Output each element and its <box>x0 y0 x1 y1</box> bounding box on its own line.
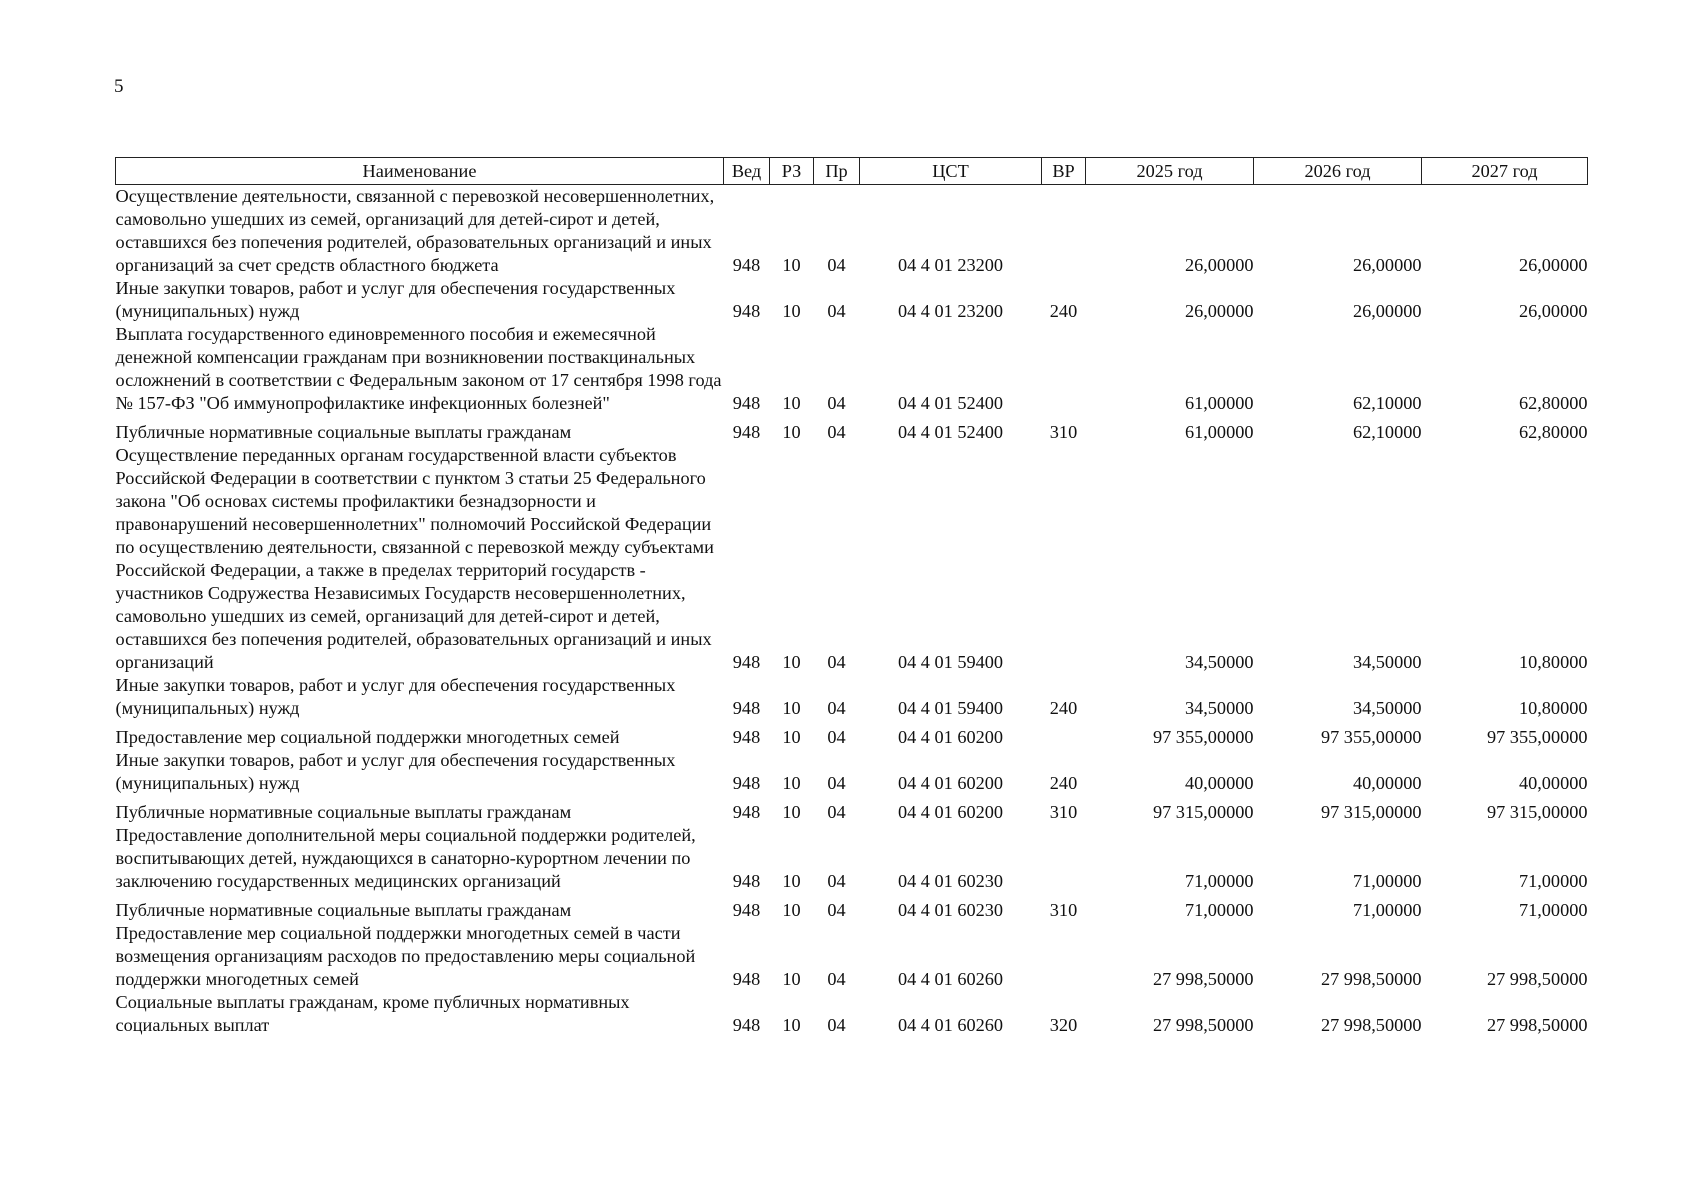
cell-cst: 04 4 01 60230 <box>897 871 1004 891</box>
cell-2027: 26,00000 <box>1518 255 1588 275</box>
cell-2025: 97 355,00000 <box>1152 727 1254 747</box>
cell-rz: 10 <box>782 255 801 275</box>
header-2027: 2027 год <box>1422 158 1588 185</box>
cell-2027: 71,00000 <box>1518 900 1588 920</box>
cell-ved: 948 <box>732 871 761 891</box>
cell-cst: 04 4 01 60230 <box>897 900 1004 920</box>
cell-name: Публичные нормативные социальные выплаты гражданам <box>115 802 572 822</box>
cell-2026: 71,00000 <box>1352 900 1422 920</box>
cell-name: Осуществление переданных органам государственной власти субъектов Российской Федерации в соответствии с пунктом 3 статьи 25 Федерального закона "Об основах системы профилактики безнадзорности и правонарушений несовершеннолетних" полномочий Российской Федерации по осуществлению деятельности, связанной с перевозкой между субъектами Российской Федерации, а также в пределах территорий государств - участников Содружества Независимых Государств несовершеннолетних, самовольно ушедших из семей, организаций для детей-сирот и детей, оставшихся без попечения родителей, образовательных организаций и иных организаций <box>115 445 714 672</box>
cell-cst: 04 4 01 60260 <box>897 969 1004 989</box>
cell-name: Иные закупки товаров, работ и услуг для обеспечения государственных (муниципальных) нужд <box>115 750 676 793</box>
cell-pr: 04 <box>827 802 846 822</box>
header-ved: Вед <box>724 158 770 185</box>
cell-name: Предоставление мер социальной поддержки многодетных семей <box>115 727 620 747</box>
cell-2025: 61,00000 <box>1184 393 1254 413</box>
cell-pr: 04 <box>827 393 846 413</box>
cell-rz: 10 <box>782 301 801 321</box>
cell-pr: 04 <box>827 871 846 891</box>
page-number: 5 <box>114 76 124 97</box>
cell-2027: 10,80000 <box>1518 652 1588 672</box>
cell-vr <box>1042 824 1086 893</box>
cell-name: Публичные нормативные социальные выплаты гражданам <box>115 900 572 920</box>
cell-2027: 62,80000 <box>1518 422 1588 442</box>
cell-2025: 61,00000 <box>1184 422 1254 442</box>
cell-pr: 04 <box>827 698 846 718</box>
cell-vr: 240 <box>1049 773 1078 793</box>
cell-cst: 04 4 01 60200 <box>897 802 1004 822</box>
table-row <box>116 824 1588 893</box>
cell-ved: 948 <box>732 900 761 920</box>
cell-ved: 948 <box>732 301 761 321</box>
cell-pr: 04 <box>827 301 846 321</box>
cell-cst: 04 4 01 52400 <box>897 422 1004 442</box>
cell-2025: 26,00000 <box>1184 255 1254 275</box>
cell-name: Выплата государственного единовременного пособия и ежемесячной денежной компенсации гражданам при возникновении поствакцинальных осложнений в соответствии с Федеральным законом от 17 сентября 1998 года № 157-ФЗ "Об иммунопрофилактике инфекционных болезней" <box>115 324 722 413</box>
table-row <box>116 277 1588 323</box>
cell-ved: 948 <box>732 422 761 442</box>
cell-pr: 04 <box>827 1015 846 1035</box>
cell-pr: 04 <box>827 900 846 920</box>
cell-ved: 948 <box>732 698 761 718</box>
cell-2027: 71,00000 <box>1518 871 1588 891</box>
cell-pr: 04 <box>827 773 846 793</box>
cell-rz: 10 <box>782 773 801 793</box>
cell-vr <box>1042 323 1086 415</box>
table-header-row <box>116 158 1588 185</box>
table-row <box>116 185 1588 278</box>
cell-pr: 04 <box>827 255 846 275</box>
cell-2026: 34,50000 <box>1352 698 1422 718</box>
cell-2026: 97 315,00000 <box>1320 802 1422 822</box>
cell-pr: 04 <box>827 727 846 747</box>
cell-2027: 10,80000 <box>1518 698 1588 718</box>
table-row <box>116 795 1588 824</box>
cell-ved: 948 <box>732 727 761 747</box>
cell-2026: 34,50000 <box>1352 652 1422 672</box>
cell-cst: 04 4 01 59400 <box>897 652 1004 672</box>
header-2025: 2025 год <box>1086 158 1254 185</box>
cell-2026: 26,00000 <box>1352 255 1422 275</box>
cell-cst: 04 4 01 23200 <box>897 301 1004 321</box>
cell-vr: 240 <box>1049 698 1078 718</box>
cell-vr <box>1042 185 1086 278</box>
cell-cst: 04 4 01 60260 <box>897 1015 1004 1035</box>
cell-name: Публичные нормативные социальные выплаты гражданам <box>115 422 572 442</box>
cell-2027: 40,00000 <box>1518 773 1588 793</box>
cell-cst: 04 4 01 60200 <box>897 727 1004 747</box>
cell-rz: 10 <box>782 969 801 989</box>
cell-name: Предоставление мер социальной поддержки многодетных семей в части возмещения организациям расходов по предоставлению меры социальной поддержки многодетных семей <box>115 923 696 989</box>
cell-2027: 27 998,50000 <box>1486 1015 1588 1035</box>
cell-cst: 04 4 01 23200 <box>897 255 1004 275</box>
table-row <box>116 922 1588 991</box>
cell-2027: 26,00000 <box>1518 301 1588 321</box>
header-cst: ЦСТ <box>860 158 1042 185</box>
table-row <box>116 323 1588 415</box>
cell-vr <box>1042 922 1086 991</box>
cell-2025: 26,00000 <box>1184 301 1254 321</box>
cell-2027: 97 355,00000 <box>1486 727 1588 747</box>
cell-ved: 948 <box>732 802 761 822</box>
cell-cst: 04 4 01 60200 <box>897 773 1004 793</box>
cell-rz: 10 <box>782 727 801 747</box>
cell-ved: 948 <box>732 773 761 793</box>
table-row <box>116 444 1588 674</box>
cell-2025: 71,00000 <box>1184 871 1254 891</box>
cell-vr: 240 <box>1049 301 1078 321</box>
cell-name: Социальные выплаты гражданам, кроме публичных нормативных социальных выплат <box>115 992 630 1035</box>
cell-vr: 320 <box>1049 1015 1078 1035</box>
cell-2027: 27 998,50000 <box>1486 969 1588 989</box>
table-row <box>116 991 1588 1037</box>
cell-ved: 948 <box>732 1015 761 1035</box>
cell-name: Осуществление деятельности, связанной с перевозкой несовершеннолетних, самовольно ушедших из семей, организаций для детей-сирот и детей, оставшихся без попечения родителей, образовательных организаций и иных организаций за счет средств областного бюджета <box>115 186 715 275</box>
cell-2025: 71,00000 <box>1184 900 1254 920</box>
cell-2026: 26,00000 <box>1352 301 1422 321</box>
cell-pr: 04 <box>827 969 846 989</box>
cell-cst: 04 4 01 59400 <box>897 698 1004 718</box>
table-row <box>116 749 1588 795</box>
cell-ved: 948 <box>732 969 761 989</box>
cell-2025: 97 315,00000 <box>1152 802 1254 822</box>
cell-2025: 34,50000 <box>1184 698 1254 718</box>
cell-2025: 34,50000 <box>1184 652 1254 672</box>
cell-ved: 948 <box>732 652 761 672</box>
header-pr: Пр <box>814 158 860 185</box>
cell-2025: 40,00000 <box>1184 773 1254 793</box>
cell-rz: 10 <box>782 422 801 442</box>
cell-rz: 10 <box>782 900 801 920</box>
cell-rz: 10 <box>782 871 801 891</box>
cell-2026: 71,00000 <box>1352 871 1422 891</box>
cell-2026: 62,10000 <box>1352 393 1422 413</box>
table-row <box>116 415 1588 444</box>
cell-rz: 10 <box>782 393 801 413</box>
cell-rz: 10 <box>782 698 801 718</box>
table-row <box>116 720 1588 749</box>
cell-2025: 27 998,50000 <box>1152 1015 1254 1035</box>
cell-rz: 10 <box>782 652 801 672</box>
cell-2027: 97 315,00000 <box>1486 802 1588 822</box>
header-name: Наименование <box>116 158 724 185</box>
cell-vr <box>1042 720 1086 749</box>
cell-ved: 948 <box>732 393 761 413</box>
cell-2026: 97 355,00000 <box>1320 727 1422 747</box>
table-row <box>116 893 1588 922</box>
cell-vr: 310 <box>1049 900 1078 920</box>
cell-name: Предоставление дополнительной меры социальной поддержки родителей, воспитывающих детей, нуждающихся в санаторно-курортном лечении по заключению государственных медицинских организаций <box>115 825 696 891</box>
table-body <box>116 185 1588 1038</box>
table-row <box>116 674 1588 720</box>
header-2026: 2026 год <box>1254 158 1422 185</box>
cell-vr: 310 <box>1049 802 1078 822</box>
header-rz: РЗ <box>770 158 814 185</box>
cell-2027: 62,80000 <box>1518 393 1588 413</box>
cell-vr <box>1042 444 1086 674</box>
header-vr: ВР <box>1042 158 1086 185</box>
cell-2026: 40,00000 <box>1352 773 1422 793</box>
cell-cst: 04 4 01 52400 <box>897 393 1004 413</box>
cell-ved: 948 <box>732 255 761 275</box>
cell-2025: 27 998,50000 <box>1152 969 1254 989</box>
cell-pr: 04 <box>827 652 846 672</box>
cell-name: Иные закупки товаров, работ и услуг для обеспечения государственных (муниципальных) нужд <box>115 675 676 718</box>
cell-name: Иные закупки товаров, работ и услуг для обеспечения государственных (муниципальных) нужд <box>115 278 676 321</box>
cell-2026: 62,10000 <box>1352 422 1422 442</box>
cell-pr: 04 <box>827 422 846 442</box>
cell-2026: 27 998,50000 <box>1320 969 1422 989</box>
budget-table <box>115 157 1588 1037</box>
cell-rz: 10 <box>782 1015 801 1035</box>
cell-vr: 310 <box>1049 422 1078 442</box>
cell-rz: 10 <box>782 802 801 822</box>
cell-2026: 27 998,50000 <box>1320 1015 1422 1035</box>
